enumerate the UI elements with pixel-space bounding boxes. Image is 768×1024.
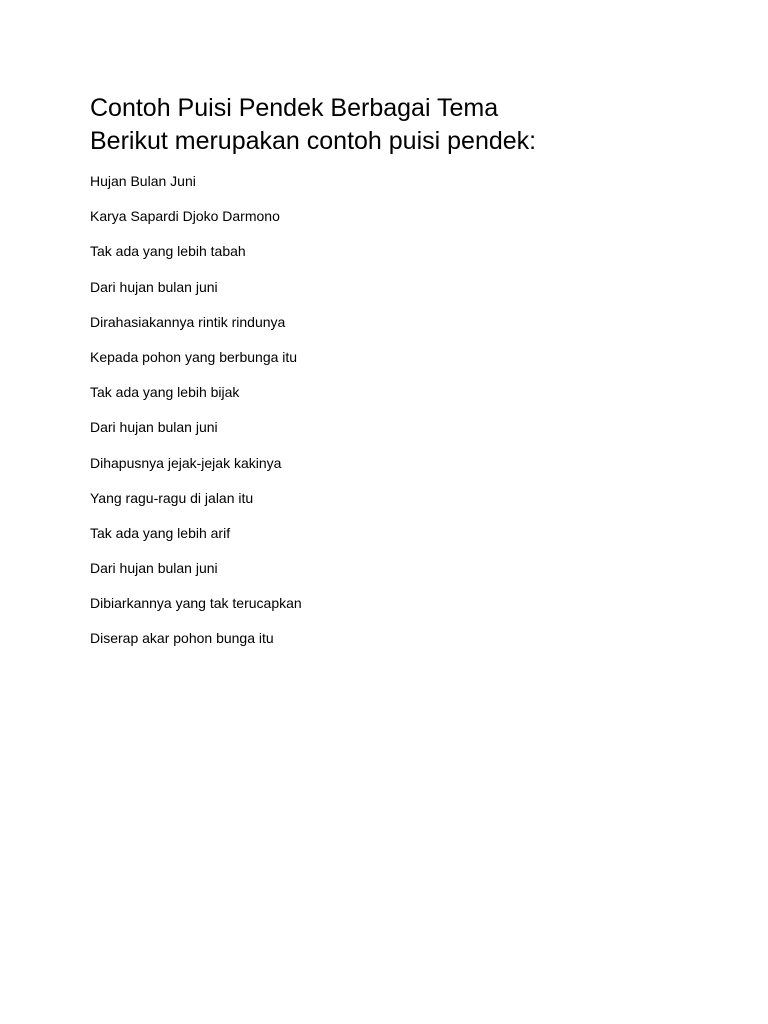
poem-line: Dihapusnya jejak-jejak kakinya — [90, 454, 282, 471]
poem-line: Hujan Bulan Juni — [90, 173, 196, 189]
poem-line: Tak ada yang lebih tabah — [90, 243, 246, 260]
poem-line: Karya Sapardi Djoko Darmono — [90, 208, 280, 225]
poem-line: Kepada pohon yang berbunga itu — [90, 348, 298, 365]
poem-line: Dari hujan bulan juni — [90, 419, 218, 436]
poem-line: Tak ada yang lebih bijak — [90, 384, 240, 401]
poem-line: Yang ragu-ragu di jalan itu — [90, 489, 254, 506]
document-intro: Berikut merupakan contoh puisi pendek: — [90, 127, 537, 155]
poem-line: Tak ada yang lebih arif — [90, 524, 231, 541]
poem-line: Dirahasiakannya rintik rindunya — [90, 313, 286, 330]
document-page — [90, 92, 690, 647]
poem-line: Dibiarkannya yang tak terucapkan — [90, 595, 302, 612]
poem-line: Diserap akar pohon bunga itu — [90, 630, 274, 647]
poem-line: Dari hujan bulan juni — [90, 278, 218, 295]
document-title: Contoh Puisi Pendek Berbagai Tema — [90, 94, 499, 122]
poem-lines — [90, 173, 302, 666]
poem-line: Dari hujan bulan juni — [90, 560, 218, 577]
